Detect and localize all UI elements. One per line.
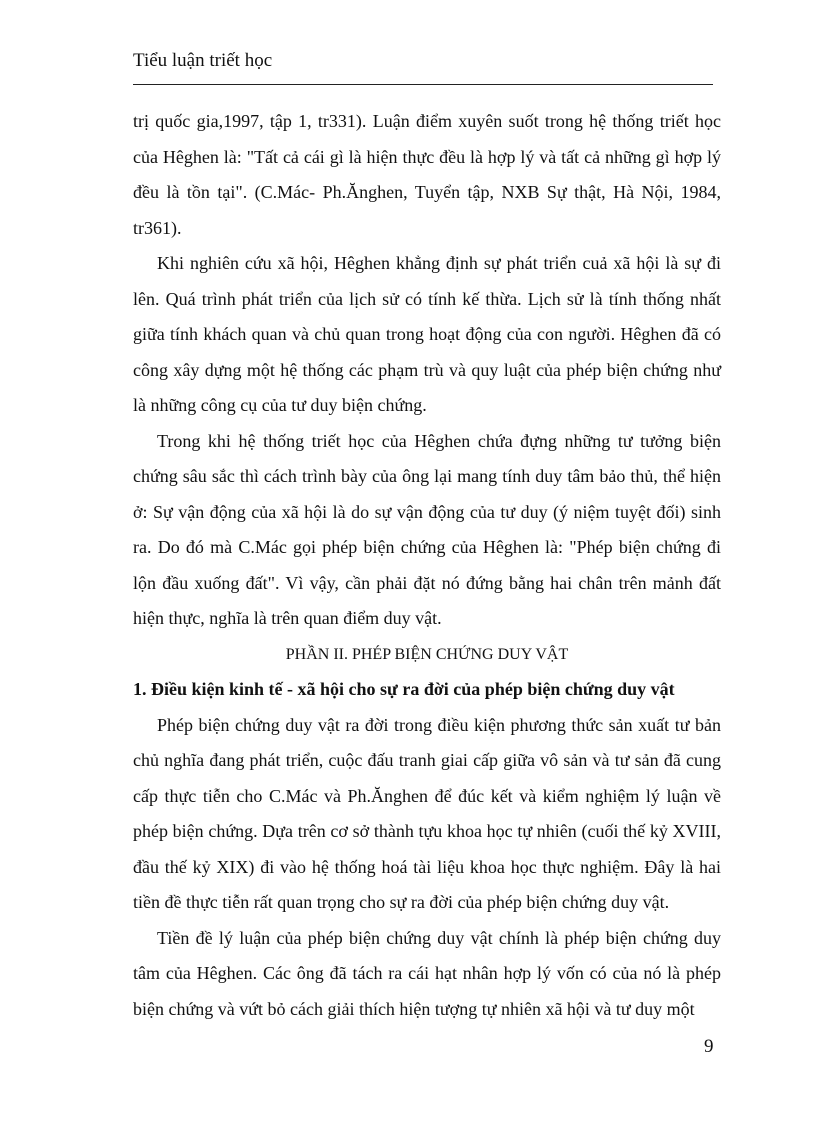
paragraph-2: Khi nghiên cứu xã hội, Hêghen khẳng định sự phát triển cuả xã hội là sự đi lên. Quá trình phát triển của lịch sử có tính kế thừa. Lịch sử là tính thống nhất giữa tính khách quan và chủ quan trong hoạt động của con người. Hêghen đã có công xây dựng một hệ thống các phạm trù và quy luật của phép biện chứng như là những công cụ của tư duy biện chứng. <box>133 253 721 415</box>
paragraph-5: Tiền đề lý luận của phép biện chứng duy vật chính là phép biện chứng duy tâm của Hêghen. Các ông đã tách ra cái hạt nhân hợp lý vốn có của nó là phép biện chứng và vứt bỏ cách giải thích hiện tượng tự nhiên xã hội và tư duy một <box>133 927 721 1019</box>
page-number: 9 <box>704 1036 714 1057</box>
subsection-heading: 1. Điều kiện kinh tế - xã hội cho sự ra đời của phép biện chứng duy vật <box>133 679 675 699</box>
paragraph-4: Phép biện chứng duy vật ra đời trong điều kiện phương thức sản xuất tư bản chủ nghĩa đang phát triển, cuộc đấu tranh giai cấp giữa vô sản và tư sản đã cung cấp thực tiễn cho C.Mác và Ph.Ănghen để đúc kết và kiểm nghiệm lý luận về phép biện chứng. Dựa trên cơ sở thành tựu khoa học tự nhiên (cuối thế kỷ XVIII, đầu thế kỷ XIX) đi vào hệ thống hoá tài liệu khoa học thực nghiệm. Đây là hai tiền đề thực tiễn rất quan trọng cho sự ra đời của phép biện chứng duy vật. <box>133 714 721 912</box>
running-header: Tiểu luận triết học <box>133 50 273 71</box>
section-title: PHẦN II. PHÉP BIỆN CHỨNG DUY VẬT <box>285 645 569 663</box>
paragraph-3: Trong khi hệ thống triết học của Hêghen chứa đựng những tư tưởng biện chứng sâu sắc thì cách trình bày của ông lại mang tính duy tâm bảo thủ, thể hiện ở: Sự vận động của xã hội là do sự vận động của tư duy (ý niệm tuyệt đối) sinh ra. Do đó mà C.Mác gọi phép biện chứng của Hêghen là: "Phép biện chứng đi lộn đầu xuống đất". Vì vậy, cần phải đặt nó đứng bằng hai chân trên mảnh đất hiện thực, nghĩa là trên quan điểm duy vật. <box>133 430 721 628</box>
header-divider <box>133 84 713 85</box>
paragraph-1: trị quốc gia,1997, tập 1, tr331). Luận điểm xuyên suốt trong hệ thống triết học của Hêghen là: "Tất cả cái gì là hiện thực đều là hợp lý và tất cả những gì hợp lý đều là tồn tại". (C.Mác- Ph.Ănghen, Tuyển tập, NXB Sự thật, Hà Nội, 1984, tr361). <box>133 111 721 238</box>
page-body <box>133 104 721 1027</box>
